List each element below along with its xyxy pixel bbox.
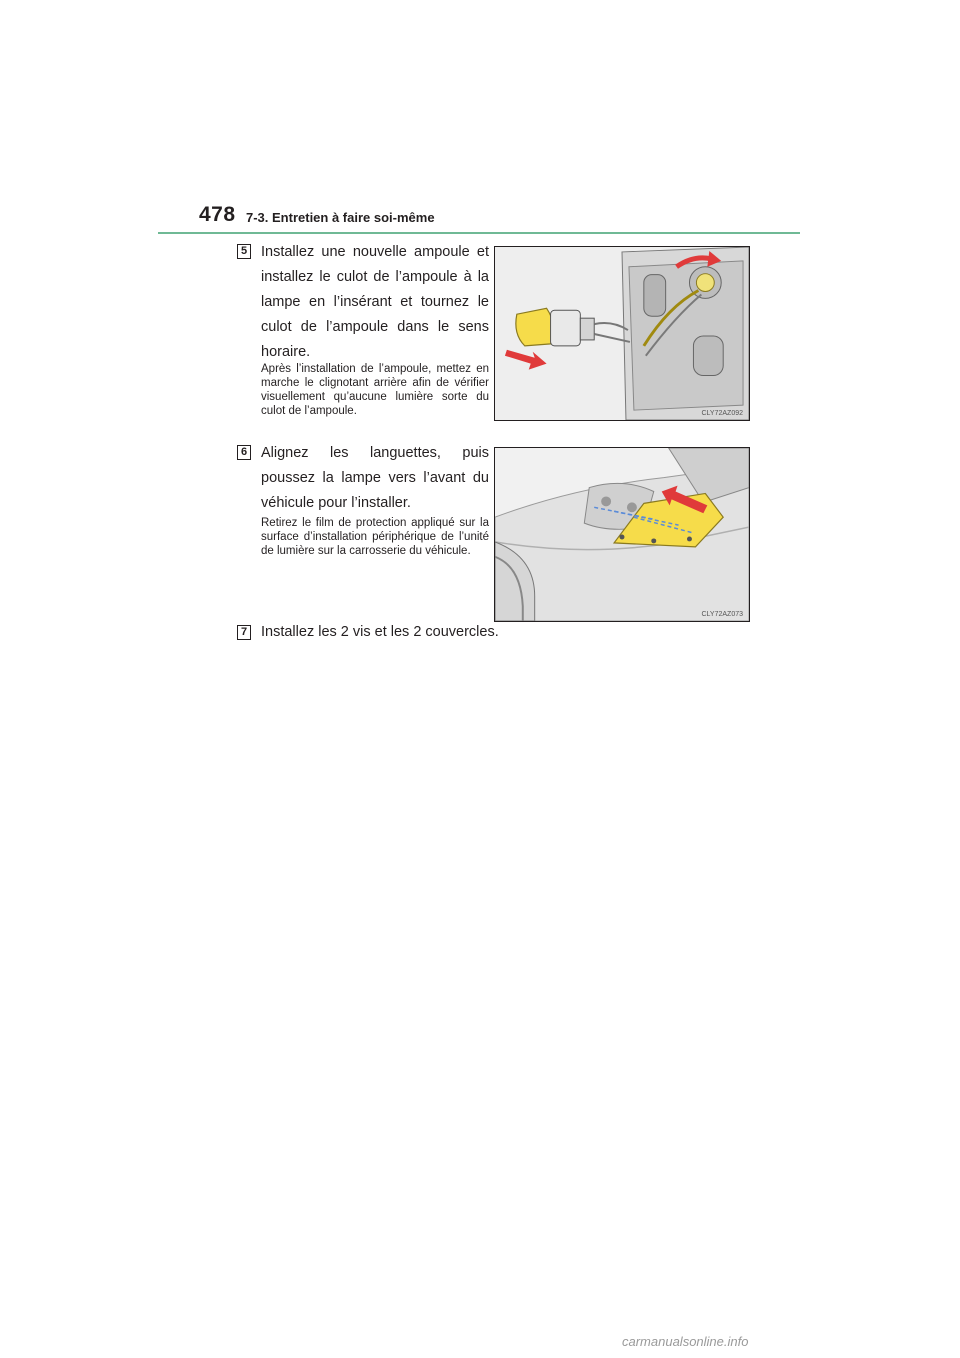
step-7-text: Installez les 2 vis et les 2 couvercles. <box>261 624 499 640</box>
header-rule <box>158 232 800 234</box>
step-number-7: 7 <box>237 625 251 640</box>
step-number-5: 5 <box>237 244 251 259</box>
step-5-note: Après l’installation de l’ampoule, mettez en marche le clignotant arrière afin de vérifier visuellement qu’aucune lumière sorte du culot de l’ampoule. <box>261 363 489 417</box>
figure-code: CLY72AZ073 <box>701 611 743 618</box>
page-number: 478 <box>199 203 236 226</box>
bulb-installation-illustration <box>494 246 750 421</box>
bulb-socket-drawing <box>495 247 749 420</box>
step-6-text: Alignez les languettes, puis poussez la lampe vers l’avant du véhicule pour l’installer. <box>261 445 489 511</box>
step-5-text: Installez une nouvelle ampoule et installez le culot de l’ampoule à la lampe en l’insérant et tournez le culot de l’ampoule dans le sens horaire. <box>261 244 489 360</box>
figure-code: CLY72AZ092 <box>701 410 743 417</box>
section-title: 7-3. Entretien à faire soi-même <box>246 210 435 225</box>
lamp-installation-illustration <box>494 447 750 622</box>
step-number-6: 6 <box>237 445 251 460</box>
footer-watermark[interactable]: carmanualsonline.info <box>622 1334 749 1349</box>
lamp-push-drawing <box>495 448 749 621</box>
step-6-note: Retirez le film de protection appliqué sur la surface d’installation périphérique de l’unité de lumière sur la carrosserie du véhicule. <box>261 517 489 557</box>
